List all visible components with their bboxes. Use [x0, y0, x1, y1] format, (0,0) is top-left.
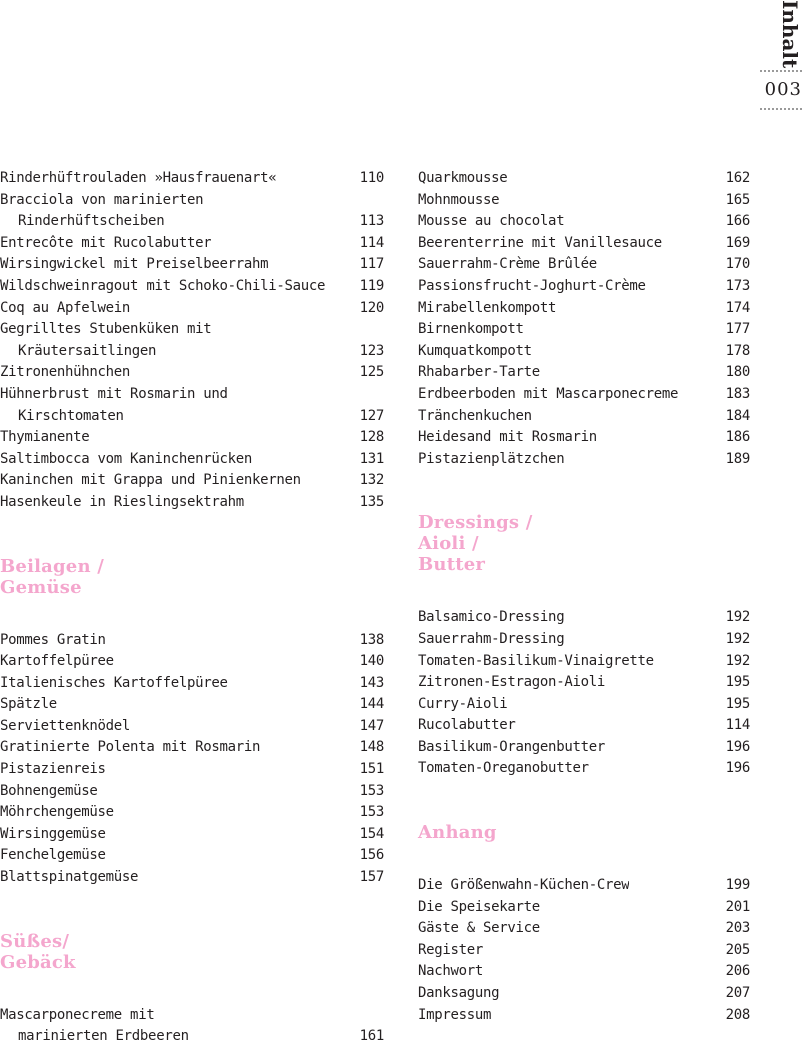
- entry-title: Coq au Apfelwein: [0, 299, 131, 316]
- entry-page-number: 114: [359, 234, 384, 251]
- entry-page-number: 113: [359, 213, 384, 230]
- entry-page-number: 192: [725, 609, 750, 626]
- page-number: 003: [760, 70, 802, 110]
- entry-title: Pistazienreis: [0, 761, 106, 778]
- entry-title: Pommes Gratin: [0, 631, 106, 648]
- entry-page-number: 203: [725, 920, 750, 937]
- toc-entry[interactable]: [418, 607, 750, 629]
- entry-page-number: 178: [725, 342, 750, 359]
- entry-page-number: 144: [359, 696, 384, 713]
- entry-title: Bracciola von marinierten: [0, 191, 204, 208]
- entry-title: Möhrchengemüse: [0, 804, 114, 821]
- toc-entry[interactable]: [0, 298, 384, 320]
- entry-title: Tomaten-Oreganobutter: [418, 760, 589, 777]
- toc-entry[interactable]: [0, 319, 384, 341]
- toc-entry[interactable]: [418, 190, 750, 212]
- toc-entry[interactable]: [0, 1005, 384, 1027]
- entry-page-number: 140: [359, 653, 384, 670]
- entry-title: Birnenkompott: [418, 321, 524, 338]
- chapter-title: Inhalt: [778, 0, 802, 69]
- toc-entry[interactable]: [418, 897, 750, 919]
- entry-page-number: 138: [359, 631, 384, 648]
- entry-page-number: 151: [359, 761, 384, 778]
- section-heading-line: Gebäck: [0, 951, 76, 973]
- toc-entry[interactable]: [0, 630, 384, 652]
- entry-page-number: 166: [725, 213, 750, 230]
- toc-entry[interactable]: [0, 802, 384, 824]
- entry-page-number: 208: [725, 1006, 750, 1023]
- entry-title: Mirabellenkompott: [418, 299, 557, 316]
- entry-title: Entrecôte mit Rucolabutter: [0, 234, 212, 251]
- section-heading-line: Gemüse: [0, 576, 82, 598]
- toc-entry[interactable]: [418, 715, 750, 737]
- entry-page-number: 110: [359, 170, 384, 186]
- entry-page-number: 207: [725, 985, 750, 1002]
- entry-page-number: 153: [359, 782, 384, 799]
- entry-title: Basilikum-Orangenbutter: [418, 738, 605, 755]
- toc-entry[interactable]: [418, 449, 750, 471]
- entry-title: Nachwort: [418, 963, 484, 980]
- entry-title: Impressum: [418, 1006, 492, 1023]
- toc-entry[interactable]: [0, 694, 384, 716]
- entry-page-number: 196: [725, 738, 750, 755]
- section-heading: [418, 822, 750, 843]
- entry-title: Kartoffelpüree: [0, 653, 114, 670]
- toc-entry[interactable]: [418, 651, 750, 673]
- toc-entry[interactable]: [418, 168, 750, 190]
- entry-page-number: 128: [359, 429, 384, 446]
- entry-title: Beerenterrine mit Vanillesauce: [418, 234, 662, 251]
- entry-page-number: 173: [725, 277, 750, 294]
- entry-page-number: 169: [725, 234, 750, 251]
- entry-title: Wirsingwickel mit Preiselbeerrahm: [0, 256, 269, 273]
- entry-page-number: 127: [359, 407, 384, 424]
- section-spacer: [418, 843, 750, 875]
- section-spacer: [0, 889, 384, 931]
- entry-page-number: 114: [725, 717, 750, 734]
- toc-entry[interactable]: [0, 384, 384, 406]
- toc-entry[interactable]: [0, 867, 384, 889]
- toc-entry[interactable]: [418, 406, 750, 428]
- entry-title: Curry-Aioli: [418, 695, 508, 712]
- entry-page-number: 196: [725, 760, 750, 777]
- section-heading: [0, 931, 384, 973]
- entry-title: Blattspinatgemüse: [0, 869, 139, 886]
- entry-page-number: 201: [725, 898, 750, 915]
- toc-entry[interactable]: [418, 629, 750, 651]
- entry-page-number: 174: [725, 299, 750, 316]
- entry-page-number: 147: [359, 717, 384, 734]
- entry-page-number: 135: [359, 493, 384, 510]
- section-heading-line: Beilagen /: [0, 555, 104, 577]
- entry-title: Wildschweinragout mit Schoko-Chili-Sauce: [0, 277, 326, 294]
- toc-entry[interactable]: [0, 737, 384, 759]
- toc-entry-continuation[interactable]: [0, 211, 384, 233]
- toc-entry[interactable]: [418, 276, 750, 298]
- entry-title: Rhabarber-Tarte: [418, 364, 540, 381]
- toc-entry[interactable]: [418, 233, 750, 255]
- toc-entry[interactable]: [418, 362, 750, 384]
- toc-entry[interactable]: [0, 449, 384, 471]
- entry-page-number: 165: [725, 191, 750, 208]
- entry-page-number: 206: [725, 963, 750, 980]
- toc-entry[interactable]: [418, 211, 750, 233]
- entry-title: Bohnengemüse: [0, 782, 98, 799]
- chapter-label: [778, 0, 802, 69]
- entry-title: Mascarponecreme mit: [0, 1006, 155, 1023]
- entry-title: Spätzle: [0, 696, 57, 713]
- entry-title: Quarkmousse: [418, 170, 508, 186]
- entry-page-number: 186: [725, 429, 750, 446]
- entry-page-number: 162: [725, 170, 750, 186]
- entry-title: Danksagung: [418, 985, 500, 1002]
- entry-page-number: 125: [359, 364, 384, 381]
- entry-page-number: 119: [359, 277, 384, 294]
- toc-entry[interactable]: [418, 1005, 750, 1027]
- entry-title: Sauerrahm-Crème Brûlée: [418, 256, 597, 273]
- toc-entry[interactable]: [418, 961, 750, 983]
- toc-entry[interactable]: [0, 276, 384, 298]
- entry-title: Serviettenknödel: [0, 717, 131, 734]
- section-heading-line: Anhang: [418, 822, 497, 844]
- entry-page-number: 199: [725, 877, 750, 894]
- entry-page-number: 189: [725, 450, 750, 467]
- entry-title-continuation: marinierten Erdbeeren: [18, 1028, 189, 1045]
- toc-entry[interactable]: [0, 427, 384, 449]
- toc-entry[interactable]: [0, 470, 384, 492]
- entry-page-number: 184: [725, 407, 750, 424]
- toc-entry[interactable]: [418, 341, 750, 363]
- toc-right-column: [418, 168, 750, 1026]
- section-spacer: [0, 598, 384, 630]
- toc-entry[interactable]: [418, 983, 750, 1005]
- entry-page-number: 123: [359, 342, 384, 359]
- toc-entry[interactable]: [0, 759, 384, 781]
- toc-entry[interactable]: [0, 254, 384, 276]
- section-spacer: [0, 514, 384, 556]
- toc-entry[interactable]: [418, 940, 750, 962]
- entry-title: Pistazienplätzchen: [418, 450, 565, 467]
- toc-entry[interactable]: [418, 875, 750, 897]
- toc-entry-continuation[interactable]: [0, 406, 384, 428]
- section-heading: [0, 556, 384, 598]
- toc-entry[interactable]: [0, 781, 384, 803]
- entry-page-number: 120: [359, 299, 384, 316]
- entry-title-continuation: Rinderhüftscheiben: [18, 213, 165, 230]
- entry-page-number: 205: [725, 941, 750, 958]
- entry-title: Hühnerbrust mit Rosmarin und: [0, 385, 228, 402]
- toc-entry[interactable]: [0, 845, 384, 867]
- entry-page-number: 177: [725, 321, 750, 338]
- entry-page-number: 153: [359, 804, 384, 821]
- entry-title: Gäste & Service: [418, 920, 540, 937]
- entry-title: Tränchenkuchen: [418, 407, 532, 424]
- toc-left-column: [0, 168, 384, 1048]
- entry-page-number: 180: [725, 364, 750, 381]
- section-heading-line: Butter: [418, 554, 486, 576]
- entry-title: Rinderhüftrouladen »Hausfrauenart«: [0, 170, 277, 186]
- entry-page-number: 154: [359, 825, 384, 842]
- entry-title: Kaninchen mit Grappa und Pinienkernen: [0, 472, 301, 489]
- toc-entry[interactable]: [418, 918, 750, 940]
- entry-title: Mohnmousse: [418, 191, 500, 208]
- toc-entry[interactable]: [0, 492, 384, 514]
- entry-title: Italienisches Kartoffelpüree: [0, 674, 228, 691]
- entry-page-number: 156: [359, 847, 384, 864]
- entry-page-number: 117: [359, 256, 384, 273]
- toc-entry-continuation[interactable]: [0, 1026, 384, 1048]
- entry-page-number: 131: [359, 450, 384, 467]
- section-heading-line: Aioli /: [418, 533, 479, 555]
- toc-entry[interactable]: [0, 651, 384, 673]
- entry-page-number: 195: [725, 674, 750, 691]
- toc-entry[interactable]: [418, 672, 750, 694]
- entry-page-number: 192: [725, 630, 750, 647]
- entry-page-number: 148: [359, 739, 384, 756]
- entry-title: Gegrilltes Stubenküken mit: [0, 321, 212, 338]
- entry-title-continuation: Kräutersaitlingen: [18, 342, 157, 359]
- toc-entry[interactable]: [418, 758, 750, 780]
- toc-entry[interactable]: [418, 427, 750, 449]
- entry-title: Balsamico-Dressing: [418, 609, 565, 626]
- entry-title: Mousse au chocolat: [418, 213, 565, 230]
- entry-title: Fenchelgemüse: [0, 847, 106, 864]
- entry-title: Passionsfrucht-Joghurt-Crème: [418, 277, 646, 294]
- toc-entry[interactable]: [0, 673, 384, 695]
- entry-title: Zitronenhühnchen: [0, 364, 131, 381]
- toc-entry-continuation[interactable]: [0, 341, 384, 363]
- entry-page-number: 143: [359, 674, 384, 691]
- entry-page-number: 161: [359, 1028, 384, 1045]
- toc-entry[interactable]: [0, 362, 384, 384]
- toc-entry[interactable]: [0, 190, 384, 212]
- entry-page-number: 183: [725, 385, 750, 402]
- entry-title: Kumquatkompott: [418, 342, 532, 359]
- toc-entry[interactable]: [0, 716, 384, 738]
- toc-entry[interactable]: [418, 298, 750, 320]
- entry-title: Zitronen-Estragon-Aioli: [418, 674, 605, 691]
- section-spacer: [418, 780, 750, 822]
- entry-title: Sauerrahm-Dressing: [418, 630, 565, 647]
- toc-entry[interactable]: [418, 384, 750, 406]
- entry-title: Saltimbocca vom Kaninchenrücken: [0, 450, 252, 467]
- toc-entry[interactable]: [418, 254, 750, 276]
- section-heading-line: Süßes/: [0, 930, 70, 952]
- toc-entry[interactable]: [418, 694, 750, 716]
- entry-title: Rucolabutter: [418, 717, 516, 734]
- section-spacer: [418, 470, 750, 512]
- section-spacer: [418, 575, 750, 607]
- entry-title: Die Speisekarte: [418, 898, 540, 915]
- entry-title: Heidesand mit Rosmarin: [418, 429, 597, 446]
- section-spacer: [0, 973, 384, 1005]
- section-heading: [418, 512, 750, 575]
- entry-page-number: 192: [725, 652, 750, 669]
- toc-entry[interactable]: [418, 319, 750, 341]
- entry-page-number: 195: [725, 695, 750, 712]
- entry-title: Wirsinggemüse: [0, 825, 106, 842]
- entry-page-number: 170: [725, 256, 750, 273]
- entry-title: Gratinierte Polenta mit Rosmarin: [0, 739, 261, 756]
- section-heading-line: Dressings /: [418, 512, 533, 534]
- entry-title: Thymianente: [0, 429, 90, 446]
- entry-page-number: 157: [359, 869, 384, 886]
- entry-title: Register: [418, 941, 484, 958]
- toc-entry[interactable]: [418, 737, 750, 759]
- entry-title: Tomaten-Basilikum-Vinaigrette: [418, 652, 654, 669]
- entry-title: Die Größenwahn-Küchen-Crew: [418, 877, 630, 894]
- entry-title: Hasenkeule in Rieslingsektrahm: [0, 493, 244, 510]
- toc-entry[interactable]: [0, 824, 384, 846]
- entry-title-continuation: Kirschtomaten: [18, 407, 124, 424]
- entry-title: Erdbeerboden mit Mascarponecreme: [418, 385, 679, 402]
- entry-page-number: 132: [359, 472, 384, 489]
- toc-entry[interactable]: [0, 233, 384, 255]
- toc-entry[interactable]: [0, 168, 384, 190]
